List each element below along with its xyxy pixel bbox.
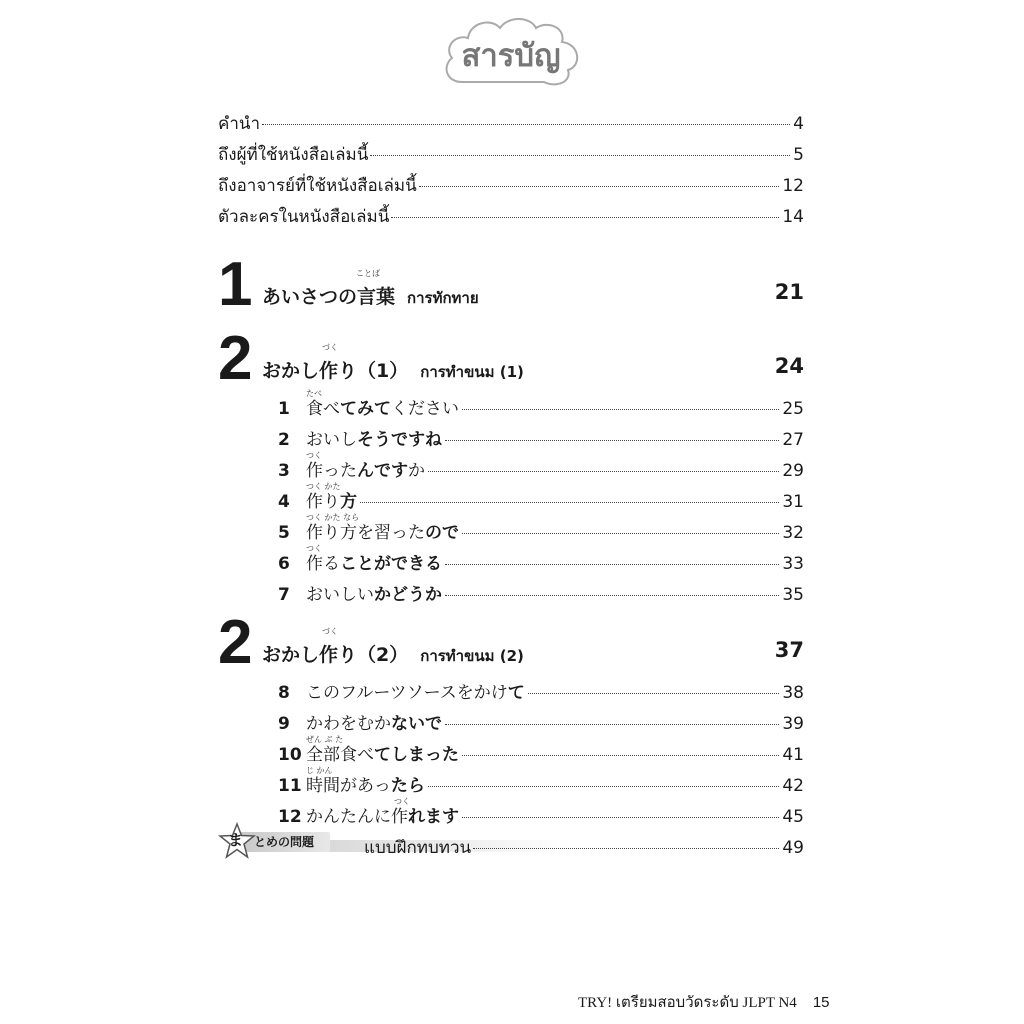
lesson-number: 6 [278, 554, 290, 574]
chapter-heading[interactable] [218, 608, 804, 678]
review-badge-char: ま [228, 831, 244, 849]
lesson-page: 33 [782, 554, 804, 574]
lesson-number: 10 [278, 745, 302, 765]
lesson-page: 32 [782, 523, 804, 543]
chapter-title-jp: おかし作り（2） [262, 644, 409, 666]
toc-entry-label: ถึงอาจารย์ที่ใช้หนังสือเล่มนี้ [218, 176, 417, 196]
toc-entry[interactable] [218, 110, 804, 141]
toc-entry-label: ถึงผู้ที่ใช้หนังสือเล่มนี้ [218, 145, 369, 165]
lesson-number: 2 [278, 430, 290, 450]
lesson-number: 9 [278, 714, 290, 734]
dot-leader [462, 533, 779, 534]
chapter-title-th: การทำขนม (1) [420, 363, 524, 381]
lesson-entry[interactable] [278, 735, 804, 771]
toc-entry[interactable] [218, 172, 804, 203]
dot-leader [462, 755, 779, 756]
chapter-page: 21 [774, 280, 804, 304]
book-title: TRY! เตรียมสอบวัดระดับ JLPT N4 [578, 995, 797, 1011]
lesson-entry[interactable] [278, 425, 804, 456]
page-title: สารบัญ [461, 38, 561, 74]
lesson-page: 29 [782, 461, 804, 481]
toc-entry-page: 14 [782, 207, 804, 227]
lesson-page: 38 [782, 683, 804, 703]
dot-leader [391, 217, 779, 218]
page-footer [578, 990, 830, 1014]
dot-leader [262, 124, 790, 125]
furigana: たべ [306, 389, 322, 398]
furigana: づく [322, 627, 338, 636]
dot-leader [370, 155, 790, 156]
lesson-title: かわをむかないで [306, 714, 442, 734]
lesson-title: 食べてみてください [306, 399, 459, 419]
dot-leader [462, 817, 779, 818]
lesson-entry[interactable] [278, 709, 804, 740]
lesson-entry[interactable] [278, 678, 804, 709]
review-entry[interactable] [218, 822, 804, 862]
toc-entry-label: ตัวละครในหนังสือเล่มนี้ [218, 207, 390, 227]
toc-entry-label: คำนำ [218, 114, 261, 134]
dot-leader [462, 409, 779, 410]
lesson-number: 12 [278, 807, 302, 827]
lesson-title: このフルーツソースをかけて [306, 683, 525, 703]
lesson-title: 全部食べてしまった [306, 745, 459, 765]
dot-leader [445, 595, 779, 596]
lesson-entry[interactable] [278, 580, 804, 611]
lesson-entry[interactable] [278, 766, 804, 802]
furigana: つく [394, 797, 410, 806]
lesson-number: 8 [278, 683, 290, 703]
chapter-heading[interactable] [218, 324, 804, 394]
lesson-title: 時間があったら [306, 776, 425, 796]
toc-entry-page: 4 [793, 114, 804, 134]
lesson-title: おいしいかどうか [306, 585, 442, 605]
lesson-title: 作ったんですか [306, 461, 425, 481]
lesson-entry[interactable] [278, 389, 804, 425]
furigana: つく かた [306, 482, 341, 491]
lesson-page: 31 [782, 492, 804, 512]
chapter-title [262, 356, 524, 384]
review-page: 49 [782, 838, 804, 858]
toc-entry[interactable] [218, 203, 804, 234]
furigana: ことば [356, 269, 380, 278]
lesson-title: おいしそうですね [306, 430, 442, 450]
chapter-title-jp: おかし作り（1） [262, 360, 409, 382]
dot-leader [445, 440, 779, 441]
dot-leader [445, 724, 779, 725]
dot-leader [445, 564, 779, 565]
page-number: 15 [812, 994, 830, 1011]
lesson-title: かんたんに作れます [306, 807, 459, 827]
lesson-entry[interactable] [278, 544, 804, 580]
lesson-page: 42 [782, 776, 804, 796]
lesson-number: 1 [278, 399, 290, 419]
furigana: つく かた なら [306, 513, 360, 522]
lesson-title: 作ることができる [306, 554, 442, 574]
furigana: つく [306, 544, 322, 553]
review-label: แบบฝึกทบทวน [364, 838, 472, 858]
lesson-page: 41 [782, 745, 804, 765]
lesson-page: 27 [782, 430, 804, 450]
lesson-entry[interactable] [278, 451, 804, 487]
chapter-title-th: การทำขนม (2) [420, 647, 524, 665]
lesson-number: 5 [278, 523, 290, 543]
chapter-title-th: การทักทาย [407, 289, 479, 307]
chapter-heading[interactable] [218, 250, 804, 320]
lesson-page: 25 [782, 399, 804, 419]
lesson-page: 45 [782, 807, 804, 827]
dot-leader [473, 848, 779, 849]
lesson-number: 3 [278, 461, 290, 481]
chapter-number: 2 [218, 608, 251, 677]
lesson-number: 11 [278, 776, 302, 796]
toc-entry[interactable] [218, 141, 804, 172]
chapter-page: 24 [774, 354, 804, 378]
toc-entry-page: 5 [793, 145, 804, 165]
chapter-page: 37 [774, 638, 804, 662]
chapter-title [262, 640, 524, 668]
lesson-page: 39 [782, 714, 804, 734]
chapter-number: 1 [218, 250, 251, 319]
furigana: ぜん ぶ た [306, 735, 344, 744]
lesson-title: 作り方 [306, 492, 357, 512]
dot-leader [428, 786, 780, 787]
chapter-title [262, 282, 479, 310]
furigana: づく [322, 343, 338, 352]
chapter-title-jp: あいさつの言葉 [262, 286, 396, 308]
dot-leader [360, 502, 779, 503]
lesson-entry[interactable] [278, 513, 804, 549]
review-badge-label: とめの問題 [254, 835, 315, 849]
chapter-number: 2 [218, 324, 251, 393]
lesson-number: 7 [278, 585, 290, 605]
front-matter-list [218, 110, 804, 234]
dot-leader [428, 471, 779, 472]
dot-leader [419, 186, 780, 187]
furigana: じ かん [306, 766, 333, 775]
lesson-page: 35 [782, 585, 804, 605]
toc-entry-page: 12 [782, 176, 804, 196]
lesson-number: 4 [278, 492, 290, 512]
dot-leader [528, 693, 780, 694]
lesson-title: 作り方を習ったので [306, 523, 459, 543]
furigana: つく [306, 451, 322, 460]
review-row [364, 834, 804, 861]
